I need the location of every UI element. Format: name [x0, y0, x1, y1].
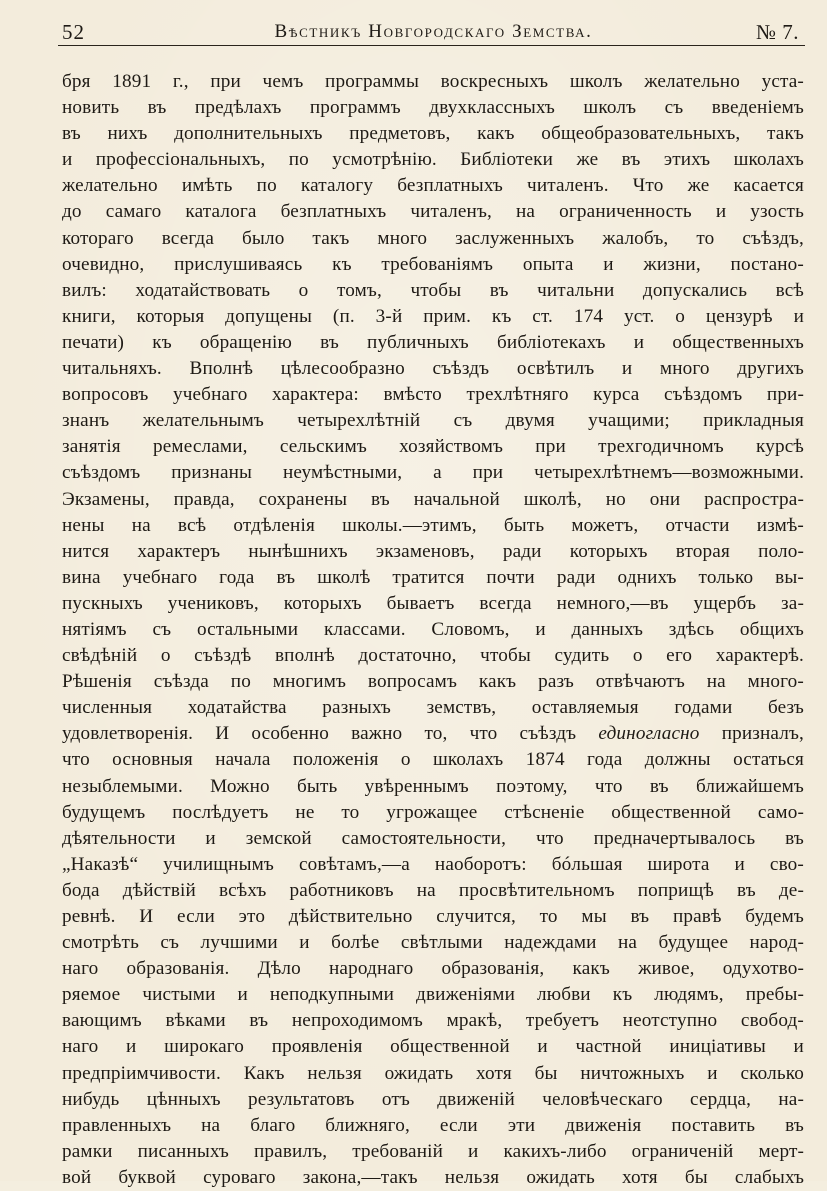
issue-number: № 7.: [755, 20, 799, 44]
text-line: до самаго каталога безплатныхъ читаленъ, на ограниченность и узость: [62, 201, 804, 223]
text-line: удовлетворенія. И особенно важно то, что съѣздъ единогласно призналъ,: [62, 723, 805, 745]
text-line: наго образованія. Дѣло народнаго образованія, какъ живое, одухотво-: [62, 958, 804, 980]
text-line: свѣдѣній о съѣздѣ вполнѣ достаточно, чтобы судить о его характерѣ.: [62, 645, 804, 667]
text-line: книги, которыя допущены (п. 3-й прим. къ ст. 174 уст. о цензурѣ и: [62, 305, 805, 327]
text-line: что основныя начала положенія о школахъ 1874 года должны остаться: [62, 749, 804, 771]
emphasized-word: единогласно: [598, 723, 700, 745]
text-line: вающимъ вѣками въ непроходимомъ мракѣ, требуетъ неотступно свобод-: [62, 1010, 804, 1032]
page-number: 52: [62, 20, 85, 44]
text-line: вилъ: ходатайствовать о томъ, чтобы въ читальни допускались всѣ: [62, 279, 804, 301]
text-line: пускныхъ учениковъ, которыхъ бываетъ всегда немного,—въ ущербъ за-: [62, 592, 804, 614]
text-line: предпріимчивости. Какъ нельзя ожидать хотя бы ничтожныхъ и сколько: [62, 1062, 805, 1084]
text-line: нится характеръ нынѣшнихъ экзаменовъ, ради которыхъ вторая поло-: [62, 540, 804, 562]
text-line: ряемое чистыми и неподкупными движеніями любви къ людямъ, пребы-: [62, 984, 805, 1006]
text-line: нены на всѣ отдѣленія школы.—этимъ, быть можетъ, отчасти измѣ-: [62, 514, 804, 536]
text-line: съѣздомъ признаны неумѣстными, а при четырехлѣтнемъ—возможными.: [62, 462, 805, 484]
text-line: въ нихъ дополнительныхъ предметовъ, какъ общеобразовательныхъ, такъ: [62, 123, 804, 145]
text-line: печати) къ обращенію въ публичныхъ библіотекахъ и общественныхъ: [62, 331, 804, 353]
text-line: бода дѣйствій всѣхъ работниковъ на просвѣтительномъ поприщѣ въ де-: [62, 879, 805, 901]
text-line: Рѣшенія съѣзда по многимъ вопросамъ какъ разъ отвѣчаютъ на много-: [62, 671, 804, 693]
text-line: вой буквой суроваго закона,—такъ нельзя ожидать хотя бы слабыхъ: [62, 1166, 805, 1188]
text-line: правленныхъ на благо ближняго, если эти движенія поставить въ: [62, 1114, 804, 1136]
text-line: бря 1891 г., при чемъ программы воскресныхъ школъ желательно уста-: [62, 71, 804, 92]
running-title: Вѣстникъ Новгородскаго Земства.: [274, 21, 593, 42]
text-line: котораго всегда было такъ много заслуженныхъ жалобъ, то съѣздъ,: [62, 227, 805, 249]
text-line: нибудь цѣнныхъ результатовъ отъ движеній человѣческаго сердца, на-: [62, 1088, 804, 1110]
text-line: и профессіональныхъ, по усмотрѣнію. Библіотеки же въ этихъ школахъ: [62, 149, 805, 171]
text-line: новить въ предѣлахъ программъ двухклассныхъ школъ съ введеніемъ: [62, 97, 804, 119]
text-line: дѣятельности и земской самостоятельности, что предначертывалось въ: [62, 827, 804, 849]
text-line: рамки писанныхъ правилъ, требованій и какихъ-либо ограниченій мерт-: [62, 1140, 805, 1162]
text-line: занятія ремеслами, сельскимъ хозяйствомъ при трехгодичномъ курсѣ: [62, 436, 804, 458]
header-rule: [58, 45, 805, 46]
text-line: будущемъ послѣдуетъ не то угрожащее стѣсненіе общественной само-: [62, 801, 805, 823]
text-line: смотрѣть съ лучшими и болѣе свѣтлыми надеждами на будущее народ-: [62, 932, 804, 954]
text-line: незыблемыми. Можно быть увѣреннымъ поэтому, что въ ближайшемъ: [62, 775, 804, 797]
text-line: вопросовъ учебнаго характера: вмѣсто трехлѣтняго курса съѣздомъ при-: [62, 384, 805, 406]
text-line: вина учебнаго года въ школѣ тратится почти ради однихъ только вы-: [62, 566, 804, 588]
text-line: наго и широкаго проявленія общественной и частной иниціативы и: [62, 1036, 804, 1058]
text-line: читальняхъ. Вполнѣ цѣлесообразно съѣздъ освѣтилъ и много другихъ: [62, 358, 804, 380]
page-header: [58, 14, 809, 46]
body-text: [62, 69, 804, 1191]
text-line: Экзамены, правда, сохранены въ начальной школѣ, но они распростра-: [62, 488, 804, 510]
text-line: нятіямъ съ остальными классами. Словомъ, и данныхъ здѣсь общихъ: [62, 618, 805, 640]
text-line: численныя ходатайства разныхъ земствъ, оставляемыя годами безъ: [62, 697, 805, 719]
text-line: очевидно, прислушиваясь къ требованіямъ опыта и жизни, постано-: [62, 253, 804, 275]
text-line: знанъ желательнымъ четырехлѣтній съ двумя учащими; прикладныя: [62, 410, 804, 432]
text-line: ревнѣ. И если это дѣйствительно случится, то мы въ правѣ будемъ: [62, 906, 804, 927]
text-line: желательно имѣть по каталогу безплатныхъ читаленъ. Что же касается: [62, 175, 804, 197]
text-line: „Наказѣ“ училищнымъ совѣтамъ,—а наоборотъ: бóльшая широта и сво-: [62, 853, 804, 875]
